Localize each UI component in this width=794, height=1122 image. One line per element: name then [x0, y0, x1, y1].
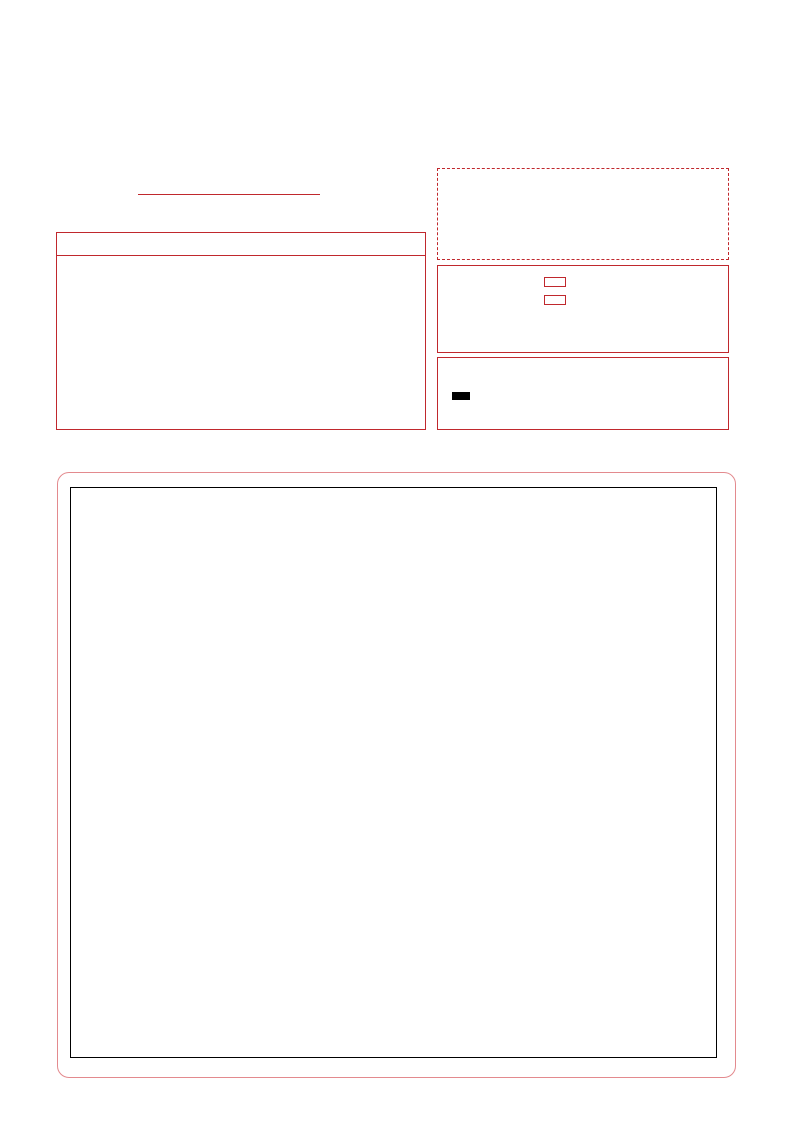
forbidden-box: [437, 265, 729, 353]
name-field[interactable]: [138, 194, 320, 195]
correct-fill: [448, 387, 470, 403]
fill-sample-box: [437, 357, 729, 430]
notice-title: [57, 233, 425, 256]
barcode-area: [437, 168, 729, 260]
violation-checkbox[interactable]: [544, 295, 566, 305]
answer-area: [70, 487, 717, 1058]
absent-label: [526, 273, 566, 289]
absent-checkbox[interactable]: [544, 277, 566, 287]
notice-box: [56, 232, 426, 430]
wrong-fill: [448, 408, 458, 424]
violation-label: [526, 291, 566, 307]
filled-mark-icon: [452, 392, 470, 400]
